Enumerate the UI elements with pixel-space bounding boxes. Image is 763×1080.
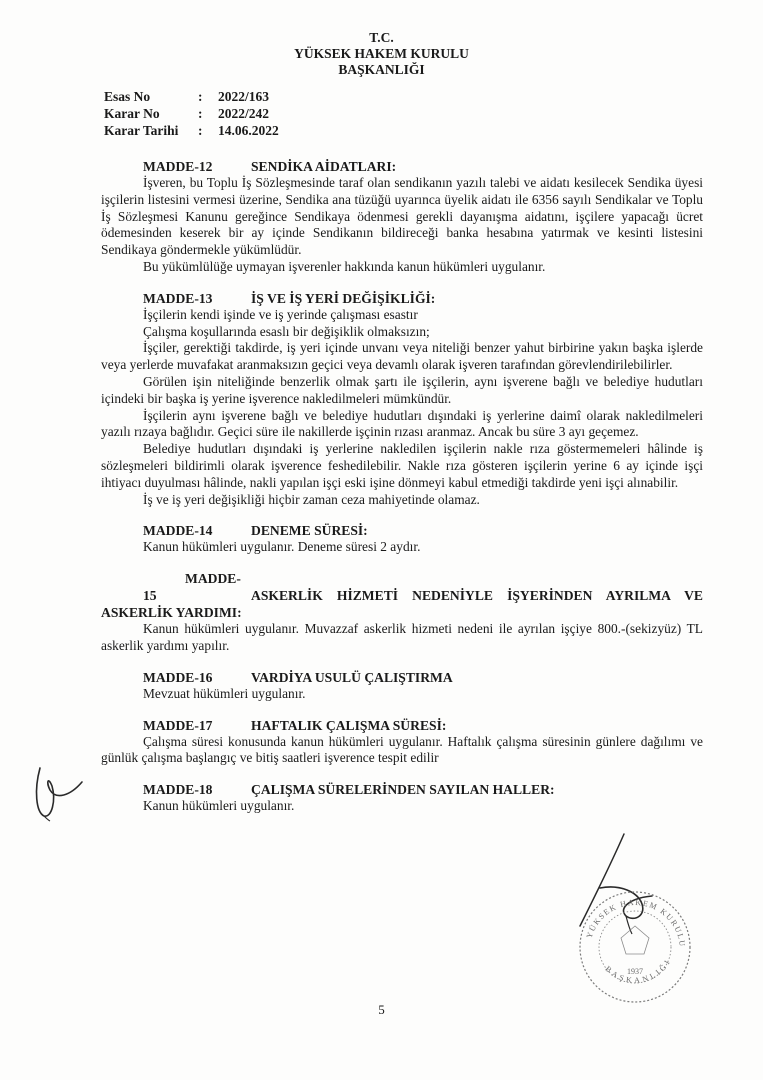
article-paragraph: Çalışma süresi konusunda kanun hükümleri uygulanır. Haftalık çalışma süresinin günlere dağılımı ve günlük çalışma başlangıç ve bitiş saatleri işverence tespit edilir — [101, 733, 703, 766]
article-paragraph: Kanun hükümleri uygulanır. Deneme süresi 2 aydır. — [143, 539, 421, 555]
article-paragraph: İşçilerin aynı işverene bağlı ve belediye hudutları dışındaki iş yerlerine daimî olarak nakledilmeleri yazılı rızaya bağlıdır. Geçici süre ile nakillerde işçinin rızası aranmaz. Ancak bu süre 3 ayı geçemez. — [101, 407, 703, 440]
article-paragraph: İşçilerin kendi işinde ve iş yerinde çalışması esastır — [143, 306, 418, 322]
header-line-presidency: BAŞKANLIĞI — [338, 62, 425, 77]
article-title: HAFTALIK ÇALIŞMA SÜRESİ: — [251, 717, 447, 733]
meta-value: 2022/242 — [218, 106, 270, 121]
article-number: MADDE-13 — [143, 290, 213, 306]
article-heading — [143, 781, 703, 798]
meta-row-karar-tarihi — [104, 122, 279, 139]
official-seal-stamp — [576, 888, 694, 1006]
seal-year: 1937 — [627, 967, 643, 976]
article-paragraph: Kanun hükümleri uygulanır. Muvazzaf askerlik hizmeti nedeni ile ayrılan işçiye 800.-(sekizyüz) TL askerlik yardımı yapılır. — [101, 621, 703, 653]
document-body — [101, 158, 703, 829]
article-number: MADDE-12 — [143, 159, 213, 174]
article-heading — [143, 522, 703, 539]
article-17 — [101, 717, 703, 768]
article-paragraph: Çalışma koşullarında esaslı bir değişiklik olmaksızın; — [143, 323, 430, 339]
seal-text-bottom: BAŞKANLIĞI — [603, 956, 674, 986]
article-title: ÇALIŞMA SÜRELERİNDEN SAYILAN HALLER: — [251, 782, 555, 798]
article-14 — [101, 522, 703, 556]
article-12 — [101, 158, 703, 276]
meta-colon: : — [198, 89, 203, 104]
article-heading — [143, 669, 703, 686]
article-13 — [101, 290, 703, 509]
article-paragraph: Bu yükümlülüğe uymayan işverenler hakkında kanun hükümleri uygulanır. — [143, 258, 546, 274]
article-heading — [143, 717, 703, 734]
article-title: SENDİKA AİDATLARI: — [251, 159, 397, 174]
meta-label: Esas No — [104, 89, 151, 104]
article-paragraph: Görülen işin niteliğinde benzerlik olmak şartı ile işçilerin, aynı işverene bağlı ve belediye hudutları içindeki bir başka iş yerine işverence nakledilmeleri mümkündür. — [101, 373, 703, 406]
meta-value: 2022/163 — [218, 89, 270, 104]
meta-value: 14.06.2022 — [218, 123, 279, 138]
article-number: MADDE-17 — [143, 717, 213, 733]
article-title: VARDİYA USULÜ ÇALIŞTIRMA — [251, 669, 453, 685]
article-title: İŞ VE İŞ YERİ DEĞİŞİKLİĞİ: — [251, 290, 436, 306]
page-number: 5 — [378, 1002, 385, 1017]
document-header — [0, 30, 763, 78]
article-number: MADDE-15 — [143, 571, 241, 604]
article-number: MADDE-18 — [143, 782, 213, 798]
meta-row-karar — [104, 105, 279, 122]
meta-colon: : — [198, 106, 203, 121]
article-15 — [101, 570, 703, 655]
article-title: ASKERLİK HİZMETİ NEDENİYLE İŞYERİNDEN AYRILMA VE ASKERLİK YARDIMI: — [101, 588, 703, 621]
article-number: MADDE-14 — [143, 523, 213, 539]
meta-label: Karar No — [104, 106, 160, 121]
article-title: DENEME SÜRESİ: — [251, 523, 368, 539]
article-heading — [143, 290, 703, 307]
article-number: MADDE-16 — [143, 669, 213, 685]
article-paragraph: İş ve iş yeri değişikliği hiçbir zaman ceza mahiyetinde olamaz. — [143, 491, 480, 507]
article-paragraph: Kanun hükümleri uygulanır. — [143, 798, 295, 814]
article-18 — [101, 781, 703, 815]
article-paragraph: İşveren, bu Toplu İş Sözleşmesinde taraf olan sendikanın yazılı talebi ve aidatı kesilecek Sendika üyesi işçilerin listesini vermesi üzerine, Sendika ana tüzüğü uyarınca üyelik aidatı ile 6356 sayılı Sendikalar ve Toplu İş Sözleşmesi Kanunu gereğince Sendikaya ödenmesi gerekli dayanışma aidatını, işçilere yapacağı ücret ödemesinden keserek bir ay içinde Sendikanın bildireceği banka hesabına yatırmak ve kesinti listesini Sendikaya göndermekle yükümlüdür. — [101, 175, 703, 258]
case-meta — [104, 88, 279, 139]
article-16 — [101, 669, 703, 703]
seal-text-top: YÜKSEK HAKEM KURULU — [584, 897, 688, 949]
header-line-institution: YÜKSEK HAKEM KURULU — [294, 46, 469, 61]
article-paragraph: Belediye hudutları dışındaki iş yerlerine nakledilen işçilerin nakle rıza göstermemeleri hâlinde iş sözleşmeleri bildirimli olarak işverence feshedilebilir. Nakle rıza gösteren işçilerin yerine 6 ay içinde işçi ihtiyacı duyulması hâlinde, nakli yapılan işçi eski işine dönmeyi kabul etmediği takdirde yeni işçi alınabilir. — [101, 441, 703, 490]
article-heading — [101, 570, 703, 621]
article-paragraph: Mevzuat hükümleri uygulanır. — [143, 685, 306, 701]
meta-colon: : — [198, 123, 203, 138]
meta-label: Karar Tarihi — [104, 123, 179, 138]
meta-row-esas — [104, 88, 279, 105]
article-heading — [143, 158, 703, 175]
header-line-tc: T.C. — [369, 30, 394, 45]
article-paragraph: İşçiler, gerektiği takdirde, iş yeri içinde unvanı veya niteliği benzer yahut birbirine yakın başka işlerde veya yerlerde muvafakat aranmaksızın geçici veya devamlı olarak işveren tarafından görevlendirilebilirler. — [101, 340, 703, 373]
margin-initial-mark — [30, 760, 88, 822]
